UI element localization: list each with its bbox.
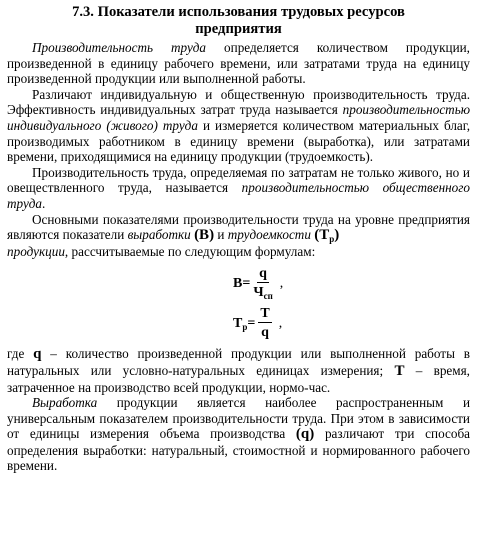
where-q-definition: – количество произведенной продукции или выполненной работы в натуральных или условно-натуральных единицах измерения; <box>7 346 470 378</box>
conjunction: и <box>214 227 228 243</box>
paragraph-main-indicators <box>7 212 470 260</box>
paragraph-text-b: различают три способа определения выработки: натуральный, стоимостной и нормированного рабочего времени. <box>7 426 471 474</box>
paragraph-text-a: Основными показателями производительности труда на уровне предприятия являются показатели <box>7 211 470 243</box>
fraction <box>258 306 271 340</box>
term-labor-intensity: трудоемкости <box>227 227 311 243</box>
symbol-t: Т <box>394 362 405 379</box>
paragraph-social-labor <box>7 165 470 212</box>
section-heading <box>7 4 470 38</box>
symbol-output: (В) <box>194 227 215 244</box>
where-text: где <box>7 346 34 362</box>
term-output: выработки <box>127 227 191 243</box>
formula-equals: = <box>242 275 251 291</box>
symbol-q: q <box>33 346 42 363</box>
formula-labor-intensity <box>233 303 470 343</box>
paragraph-definition-text: определяется количеством продукции, произведенной в единицу рабочего времени, или затратами труда на единицу произведенной продукции или выполненной работы. <box>7 40 470 87</box>
formula-lhs: В <box>233 275 243 291</box>
paragraph-text-a: Различают индивидуальную и общественную производительность труда. Эффективность индивидуальных затрат труда называется <box>7 86 470 118</box>
term-individual-productivity: производительностью индивидуального (живого) труда <box>7 102 470 133</box>
fraction-numerator: q <box>259 266 267 282</box>
term-social-productivity: производительностью общественного труда <box>7 180 470 211</box>
paragraph-text-b: и измеряется количеством материальных благ, производимых работником в единицу времени (выработка), или затратами времени, приходящимися на единицу продукции (трудоемкость). <box>7 117 470 165</box>
fraction-denominator: q <box>261 325 269 341</box>
paragraph-text-a: продукции является наиболее распространенным и универсальным показателем производительности труда. При этом в зависимости от единицы измерения объема производства <box>7 395 470 442</box>
heading-line-2: предприятия <box>195 21 282 37</box>
paragraph-text-b: . <box>42 195 46 211</box>
formula-block <box>7 263 470 343</box>
paragraph-definition <box>7 40 470 87</box>
paragraph-text-a: Производительность труда, определяемая по затратам не только живого, но и овеществленного труда, называется <box>7 164 470 196</box>
formula-lhs: $Т_р$ <box>233 315 248 332</box>
paragraph-output <box>7 395 470 474</box>
fraction-denominator: $Ч_{сп}$ <box>253 285 273 302</box>
fraction-numerator: Т <box>260 306 270 322</box>
paragraph-where <box>7 346 470 395</box>
fraction <box>253 266 272 300</box>
paragraph-text-b: , рассчитываемые по следующим формулам: <box>64 243 316 259</box>
where-t-definition: – время, затраченное на производство всей продукции, нормо-час. <box>7 362 470 395</box>
symbol-labor-intensity: $(Т_р)$ <box>314 227 340 245</box>
heading-line-1: 7.3. Показатели использования трудовых ресурсов <box>72 4 405 20</box>
formula-comma: , <box>279 275 284 291</box>
term-output-italic: Выработка <box>32 395 98 411</box>
formula-output <box>233 263 470 303</box>
term-labor-productivity: Производительность труда <box>32 40 207 55</box>
term-products: продукции <box>7 243 65 259</box>
symbol-q-paren: (q) <box>295 426 315 443</box>
formula-comma: , <box>278 315 283 331</box>
formula-equals: = <box>247 315 256 331</box>
paragraph-individual-social <box>7 87 470 165</box>
